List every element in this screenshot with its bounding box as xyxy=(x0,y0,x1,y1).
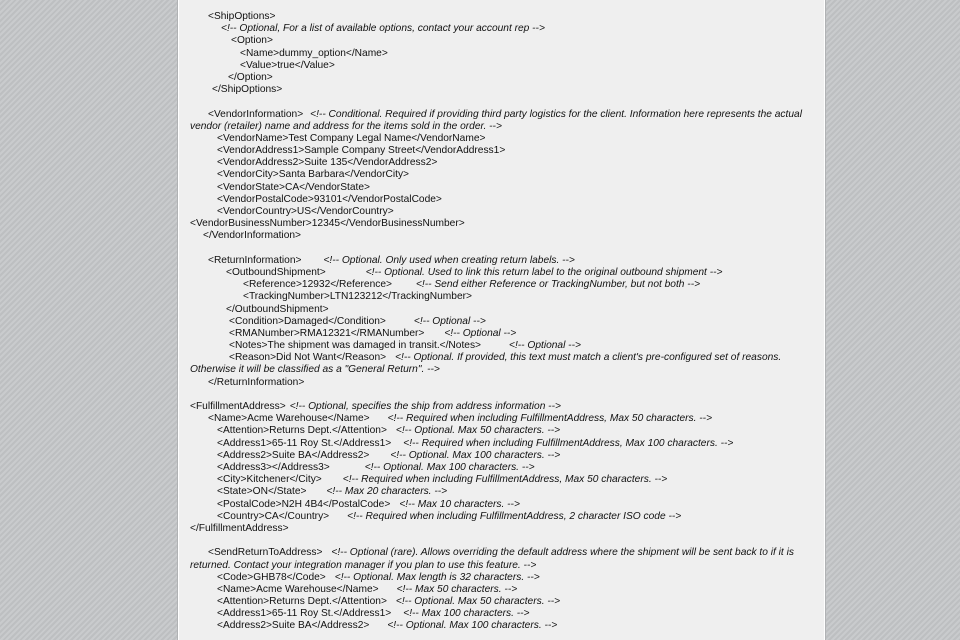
xml-comment: <!-- Optional. If provided, this text must match a client's pre-configured set of reasons. Otherwise it will be classified as a "General Return". --> xyxy=(190,352,782,376)
xml-code: <OutboundShipment> xyxy=(226,266,326,278)
xml-line xyxy=(190,145,816,157)
xml-code: </Option> xyxy=(228,71,273,83)
xml-line xyxy=(190,474,816,486)
xml-code: <Reason>Did Not Want</Reason> xyxy=(229,352,387,364)
xml-code: <VendorName>Test Company Legal Name</VendorName> xyxy=(217,132,486,144)
xml-code: </ReturnInformation> xyxy=(208,376,305,388)
xml-code: <Name>dummy_option</Name> xyxy=(240,47,388,59)
xml-comment: <!-- Optional. Used to link this return label to the original outbound shipment --> xyxy=(365,266,723,278)
xml-code: </FulfillmentAddress> xyxy=(190,522,289,534)
xml-code: </VendorInformation> xyxy=(203,230,301,242)
xml-comment: <!-- Optional --> xyxy=(413,315,486,327)
xml-line xyxy=(190,462,816,474)
xml-comment: <!-- Optional. Max 50 characters. --> xyxy=(395,596,561,608)
xml-line xyxy=(190,547,816,571)
xml-comment: <!-- Optional, For a list of available options, contact your account rep --> xyxy=(221,23,545,35)
xml-line xyxy=(190,401,816,413)
xml-comment: <!-- Optional (rare). Allows overriding the default address where the shipment will be sent back to if it is returned. Contact your integration manager if you plan to use this feature. --> xyxy=(190,547,794,571)
xml-comment: <!-- Required when including FulfillmentAddress, Max 50 characters. --> xyxy=(387,413,713,425)
xml-line xyxy=(190,72,816,84)
xml-line xyxy=(190,316,816,328)
xml-line xyxy=(190,267,816,279)
xml-line xyxy=(190,35,816,47)
xml-comment: <!-- Max 10 characters. --> xyxy=(399,498,520,510)
xml-code: <RMANumber>RMA12321</RMANumber> xyxy=(229,327,425,339)
xml-line xyxy=(190,523,816,535)
xml-code: <ReturnInformation> xyxy=(208,254,302,266)
xml-comment: <!-- Optional. Max length is 32 characters. --> xyxy=(334,571,540,583)
xml-comment: <!-- Required when including FulfillmentAddress, Max 100 characters. --> xyxy=(403,437,734,449)
xml-code: <SendReturnToAddress> xyxy=(208,547,323,559)
xml-comment: <!-- Optional. Max 100 characters. --> xyxy=(390,449,561,461)
xml-line xyxy=(190,608,816,620)
xml-line xyxy=(190,572,816,584)
xml-line xyxy=(190,511,816,523)
xml-line xyxy=(190,255,816,267)
xml-code: <ShipOptions> xyxy=(208,11,276,22)
blank-line xyxy=(190,535,816,547)
xml-line xyxy=(190,328,816,340)
xml-comment: <!-- Optional --> xyxy=(444,327,517,339)
xml-line xyxy=(190,169,816,181)
blank-line xyxy=(190,96,816,108)
xml-code: <Reference>12932</Reference> xyxy=(243,279,392,291)
xml-comment: <!-- Optional. Max 100 characters. --> xyxy=(387,620,558,632)
xml-code: <VendorPostalCode>93101</VendorPostalCode> xyxy=(217,193,442,205)
xml-code: <Code>GHB78</Code> xyxy=(217,571,326,583)
xml-line xyxy=(190,279,816,291)
xml-line xyxy=(190,340,816,352)
xml-line xyxy=(190,450,816,462)
xml-line xyxy=(190,438,816,450)
xml-line xyxy=(190,352,816,376)
xml-line xyxy=(190,499,816,511)
xml-line xyxy=(190,206,816,218)
xml-line xyxy=(190,425,816,437)
xml-comment: <!-- Optional. Max 50 characters. --> xyxy=(395,425,561,437)
xml-line xyxy=(190,596,816,608)
xml-line xyxy=(190,218,816,230)
xml-code: <VendorInformation> xyxy=(208,108,304,120)
xml-code: <TrackingNumber>LTN123212</TrackingNumber> xyxy=(243,291,472,303)
xml-code: <Address3></Address3> xyxy=(217,462,330,473)
xml-line xyxy=(190,84,816,96)
xml-line xyxy=(190,413,816,425)
xml-code: </OutboundShipment> xyxy=(226,303,329,315)
xml-line xyxy=(190,304,816,316)
xml-code: <VendorAddress1>Sample Company Street</VendorAddress1> xyxy=(217,145,506,157)
blank-line xyxy=(190,243,816,255)
xml-code: <Name>Acme Warehouse</Name> xyxy=(217,583,379,595)
xml-sample-document xyxy=(190,11,816,633)
xml-code: <VendorState>CA</VendorState> xyxy=(217,181,370,193)
xml-line xyxy=(190,230,816,242)
xml-code: <City>Kitchener</City> xyxy=(217,474,322,486)
xml-line xyxy=(190,182,816,194)
xml-code: <Country>CA</Country> xyxy=(217,510,330,522)
xml-code: <VendorCountry>US</VendorCountry> xyxy=(217,206,394,218)
xml-line xyxy=(190,133,816,145)
document-page xyxy=(178,0,825,640)
xml-code: <Condition>Damaged</Condition> xyxy=(229,315,386,327)
xml-comment: <!-- Max 50 characters. --> xyxy=(396,583,518,595)
xml-comment: <!-- Required when including FulfillmentAddress, 2 character ISO code --> xyxy=(347,510,682,522)
xml-code: <FulfillmentAddress> xyxy=(190,401,286,413)
xml-line xyxy=(190,60,816,72)
xml-line xyxy=(190,620,816,632)
xml-code: <State>ON</State> xyxy=(217,486,307,498)
xml-comment: <!-- Optional. Max 100 characters. --> xyxy=(364,462,535,473)
xml-comment: <!-- Required when including FulfillmentAddress, Max 50 characters. --> xyxy=(342,474,668,486)
xml-line xyxy=(190,584,816,596)
xml-code: <Name>Acme Warehouse</Name> xyxy=(208,413,370,425)
xml-code: <VendorAddress2>Suite 135</VendorAddress2> xyxy=(217,157,438,169)
xml-line xyxy=(190,48,816,60)
xml-line xyxy=(190,157,816,169)
xml-comment: <!-- Conditional. Required if providing third party logistics for the client. Information here represents the actual vendor (retailer) name and address for the items sold in the order. --> xyxy=(190,108,802,132)
xml-comment: <!-- Optional --> xyxy=(509,340,581,352)
xml-code: <Attention>Returns Dept.</Attention> xyxy=(217,425,387,437)
xml-line xyxy=(190,109,816,133)
xml-code: <Address2>Suite BA</Address2> xyxy=(217,449,370,461)
xml-line xyxy=(190,194,816,206)
xml-comment: <!-- Optional. Only used when creating return labels. --> xyxy=(323,254,575,266)
xml-code: <Option> xyxy=(231,35,273,47)
blank-line xyxy=(190,389,816,401)
xml-code: <Attention>Returns Dept.</Attention> xyxy=(217,596,387,608)
xml-code: </ShipOptions> xyxy=(212,84,283,96)
xml-code: <Address2>Suite BA</Address2> xyxy=(217,620,370,632)
xml-code: <PostalCode>N2H 4B4</PostalCode> xyxy=(217,498,391,510)
xml-code: <Value>true</Value> xyxy=(240,59,335,71)
xml-comment: <!-- Send either Reference or TrackingNumber, but not both --> xyxy=(415,279,701,291)
xml-code: <VendorCity>Santa Barbara</VendorCity> xyxy=(217,169,409,181)
xml-line xyxy=(190,377,816,389)
xml-comment: <!-- Max 20 characters. --> xyxy=(326,486,448,498)
xml-code: <Address1>65-11 Roy St.</Address1> xyxy=(217,608,392,620)
xml-line xyxy=(190,11,816,23)
xml-code: <Notes>The shipment was damaged in transit.</Notes> xyxy=(229,340,481,352)
xml-line xyxy=(190,23,816,35)
xml-comment: <!-- Max 100 characters. --> xyxy=(403,608,530,620)
xml-code: <VendorBusinessNumber>12345</VendorBusinessNumber> xyxy=(190,218,465,230)
xml-line xyxy=(190,486,816,498)
xml-line xyxy=(190,291,816,303)
xml-comment: <!-- Optional, specifies the ship from address information --> xyxy=(289,401,561,413)
xml-code: <Address1>65-11 Roy St.</Address1> xyxy=(217,437,392,449)
